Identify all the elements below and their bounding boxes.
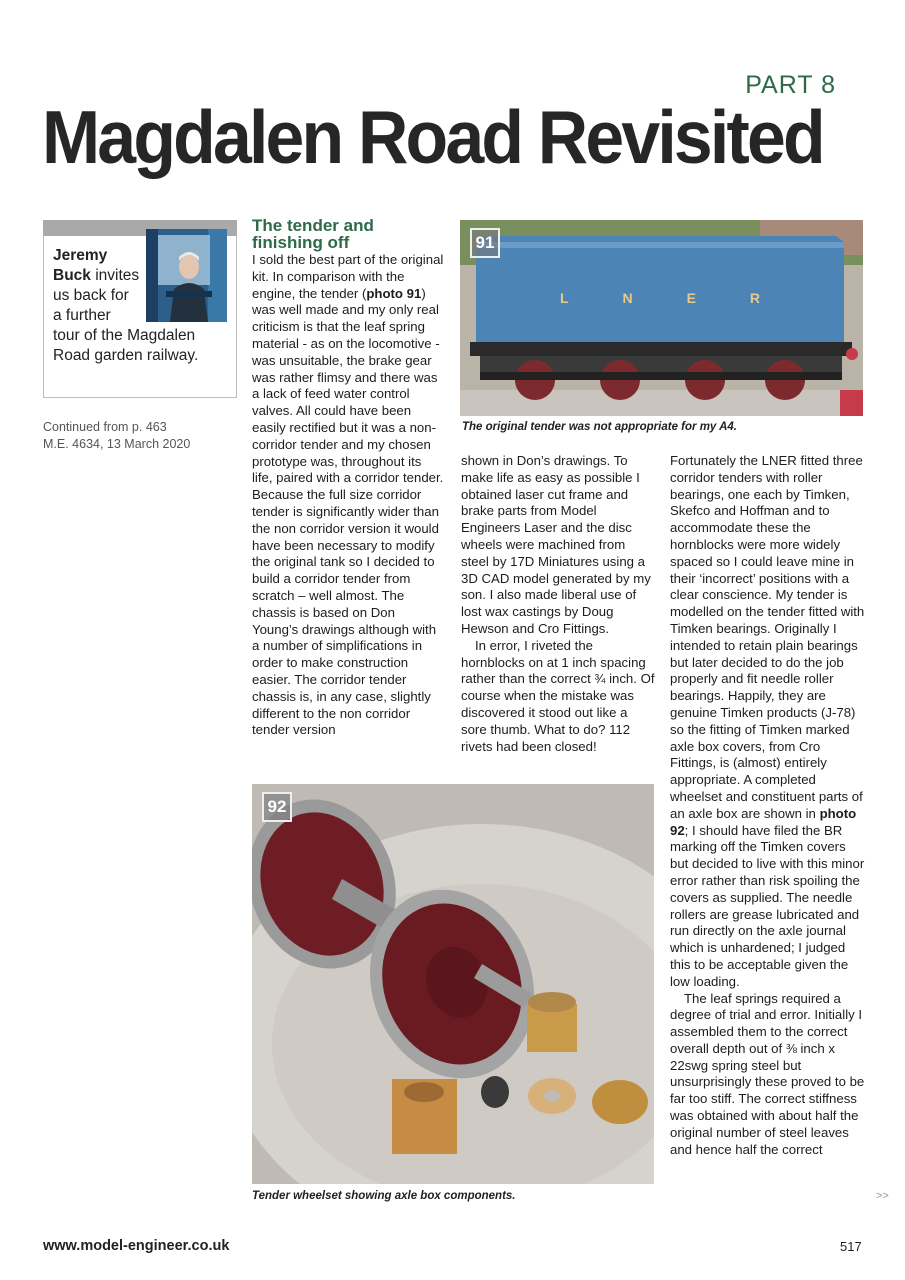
photo-91 xyxy=(460,220,863,416)
continued-note xyxy=(43,419,190,453)
text-run: I sold the best part of the original kit. In comparison with the engine, the tender ( xyxy=(252,252,444,301)
intro-lead-2: us back for xyxy=(53,287,129,304)
text-run: ; I should have filed the BR marking off the Timken covers but decided to live with this minor error rather than risk spoiling the covers as supplied. The needle rollers are grease lubricated and run directly on the axle journal which is unhardened; I judged this to be acceptable given the low loading. xyxy=(670,822,865,989)
text-run: Fortunately the LNER fitted three corridor tenders with roller bearings, one each by Timken, Skefco and Hoffman and to accommodate these the hornblocks were more widely spaced so I could leave mine in their ‘incorrect’ positions with a clear conscience. My tender is modelled on the tender fitted with Timken bearings. Originally I intended to retain plain bearings but later decided to do the job properly and fit needle roller bearings. Happily, they are genuine Timken products (J-78) so the fitting of Timken marked axle box covers, from Cro Fittings, is (almost) entirely appropriate. A completed wheelset and constituent parts of an axle box are shown in xyxy=(670,453,865,821)
author-name-last: Buck xyxy=(53,267,91,284)
column-2-paragraph-2: In error, I riveted the hornblocks on at 1 inch spacing rather than the correct ¾ inch. Of course when the mistake was discovered it stood out like a sore thumb. What to do? 112 rivets had been closed! xyxy=(461,637,655,754)
column-2-paragraph-1: shown in Don’s drawings. To make life as easy as possible I obtained laser cut frame and brake parts from Model Engineers Laser and the disc wheels were machined from steel by 17D Miniatures using a 3D CAD model generated by my son. I also made liberal use of lost wax castings by Doug Hewson and Cro Fittings. xyxy=(461,453,651,636)
intro-rest: tour of the Magdalen Road garden railway. xyxy=(53,327,199,364)
author-name-first: Jeremy xyxy=(53,247,108,264)
author-portrait xyxy=(146,229,227,322)
photo-92-caption: Tender wheelset showing axle box components. xyxy=(252,1190,516,1202)
photo-ref: photo 91 xyxy=(366,285,422,301)
tender-letter-l: L xyxy=(560,290,569,306)
intro-lead-3: a further xyxy=(53,307,111,324)
part-label: PART 8 xyxy=(745,71,836,99)
column-3-paragraph-1 xyxy=(670,453,865,991)
continued-line-1: Continued from p. 463 xyxy=(43,420,167,434)
photo-91-caption: The original tender was not appropriate for my A4. xyxy=(462,421,737,433)
continued-line-2: M.E. 4634, 13 March 2020 xyxy=(43,437,191,451)
photo-92-number: 92 xyxy=(262,792,292,822)
intro-lead-1: invites xyxy=(95,267,140,284)
tender-letter-n: N xyxy=(622,290,633,306)
tender-lettering xyxy=(560,290,760,306)
page-title: Magdalen Road Revisited xyxy=(42,95,823,179)
tender-letter-r: R xyxy=(749,290,760,306)
column-1-paragraph xyxy=(252,252,444,739)
tender-letter-e: E xyxy=(686,290,696,306)
intro-lead xyxy=(53,246,149,326)
column-3 xyxy=(670,453,865,1158)
column-1 xyxy=(252,252,444,739)
page-number: 517 xyxy=(840,1239,862,1254)
column-2 xyxy=(461,453,655,755)
text-run: ) was well made and my only real criticism is that the leaf spring material - as on the locomotive - was unsuitable, the brake gear was rather flimsy and there was a lack of feed water control valves. All could have been easily rectified but it was a non-corridor tender and my chosen prototype was, throughout its life, paired with a corridor tender. Because the full size corridor tender is significantly wider than the non corridor version it would have been necessary to modify the original tank so I decided to build a corridor tender from scratch – well almost. The chassis is based on Don Young’s drawings although with a number of simplifications in order to make construction easier. The corridor tender chassis is, in any case, slightly different to the non corridor tender version xyxy=(252,285,444,738)
section-heading: The tender and finishing off xyxy=(252,216,374,252)
continue-arrow: >> xyxy=(876,1190,889,1202)
footer-url[interactable]: www.model-engineer.co.uk xyxy=(43,1238,230,1254)
photo-92 xyxy=(252,784,654,1184)
column-3-paragraph-2: The leaf springs required a degree of trial and error. Initially I assembled them to the correct overall depth out of ⅜ inch x 22swg spring steel but unsurprisingly these proved to be far too stiff. The correct stiffness was obtained with about half the original number of steel leaves and hence half the correct xyxy=(670,990,865,1157)
photo-ref: photo 92 xyxy=(670,805,857,838)
photo-91-number: 91 xyxy=(470,228,500,258)
